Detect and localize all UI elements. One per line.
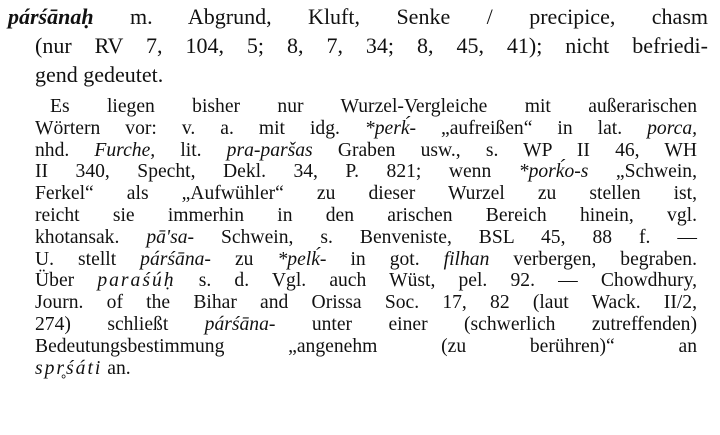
text-segment: „aufreißen“ in lat. [416, 117, 648, 139]
text-segment: Über [35, 270, 98, 292]
text-segment: II 340, Specht, Dekl. 34, P. 821; wenn [35, 161, 519, 183]
lemma: párśānaḥ [8, 4, 94, 29]
italic-term: *pelḱ- [277, 248, 327, 270]
body-line [35, 183, 697, 205]
text-segment: in got. [326, 248, 444, 270]
text-segment: „Schwein, [588, 161, 697, 183]
gloss: m. Abgrund, Kluft, Senke / precipice, chasm [93, 4, 708, 29]
text-segment: U. stellt [35, 248, 141, 270]
head-line-3: gend gedeutet. [35, 62, 164, 87]
body-line [35, 270, 697, 292]
text-segment: Bedeutungsbestimmung „angenehm (zu berühren)“ an [35, 335, 697, 357]
body-line [35, 249, 697, 271]
text-segment: khotansak. [35, 226, 147, 248]
body-line [35, 118, 697, 140]
body-line [35, 140, 697, 162]
text-segment: unter einer (schwerlich zutreffenden) [275, 313, 697, 335]
italic-term: filhan [443, 248, 490, 270]
text-segment: verbergen, begraben. [489, 248, 697, 270]
body-line [35, 336, 697, 358]
italic-term: Furche, [94, 139, 156, 161]
italic-term: *perḱ- [364, 117, 417, 139]
body-line [35, 292, 697, 314]
text-segment: an. [102, 357, 131, 379]
text-segment: Schwein, s. Benveniste, BSL 45, 88 f. — [194, 226, 698, 248]
body-line [35, 314, 697, 336]
italic-term: párśāna- [204, 313, 276, 335]
text-segment: s. d. Vgl. auch Wüst, pel. 92. — Chowdhury, [175, 270, 698, 292]
text-segment: Wörtern vor: v. a. mit idg. [35, 117, 365, 139]
body-line [35, 358, 697, 380]
body-line [35, 205, 697, 227]
text-segment: 274) schließt [35, 313, 205, 335]
italic-term: párśāna- [140, 248, 211, 270]
head-line-2: (nur RV 7, 104, 5; 8, 7, 34; 8, 45, 41); nicht befriedi- [35, 33, 708, 58]
text-segment: nhd. [35, 139, 95, 161]
text-segment: lit. [155, 139, 227, 161]
italic-term: pā'sa- [146, 226, 195, 248]
body-line [35, 161, 697, 183]
text-segment: Es liegen bisher nur Wurzel-Vergleiche mit außerarischen [50, 96, 697, 117]
head-line-1 [8, 2, 708, 31]
text-segment: Journ. of the Bihar and Orissa Soc. 17, 82 (laut Wack. II/2, [35, 292, 697, 314]
italic-term: paraśúḥ [97, 270, 176, 292]
text-segment: Ferkel“ als „Aufwühler“ zu dieser Wurzel zu stellen ist, [35, 183, 697, 205]
body-line [35, 96, 697, 118]
text-segment: reicht sie immerhin in den arischen Bereich hinein, vgl. [35, 204, 697, 226]
body-line [35, 227, 697, 249]
text-segment: Graben usw., s. WP II 46, WH [312, 139, 697, 161]
italic-term: spr̥śáti [35, 357, 103, 379]
italic-term: porca, [647, 117, 698, 139]
italic-term: *porḱo-s [518, 161, 589, 183]
entry-body [35, 96, 697, 379]
italic-term: pra-paršas [226, 139, 313, 161]
entry-header [8, 2, 708, 89]
text-segment: zu [210, 248, 278, 270]
